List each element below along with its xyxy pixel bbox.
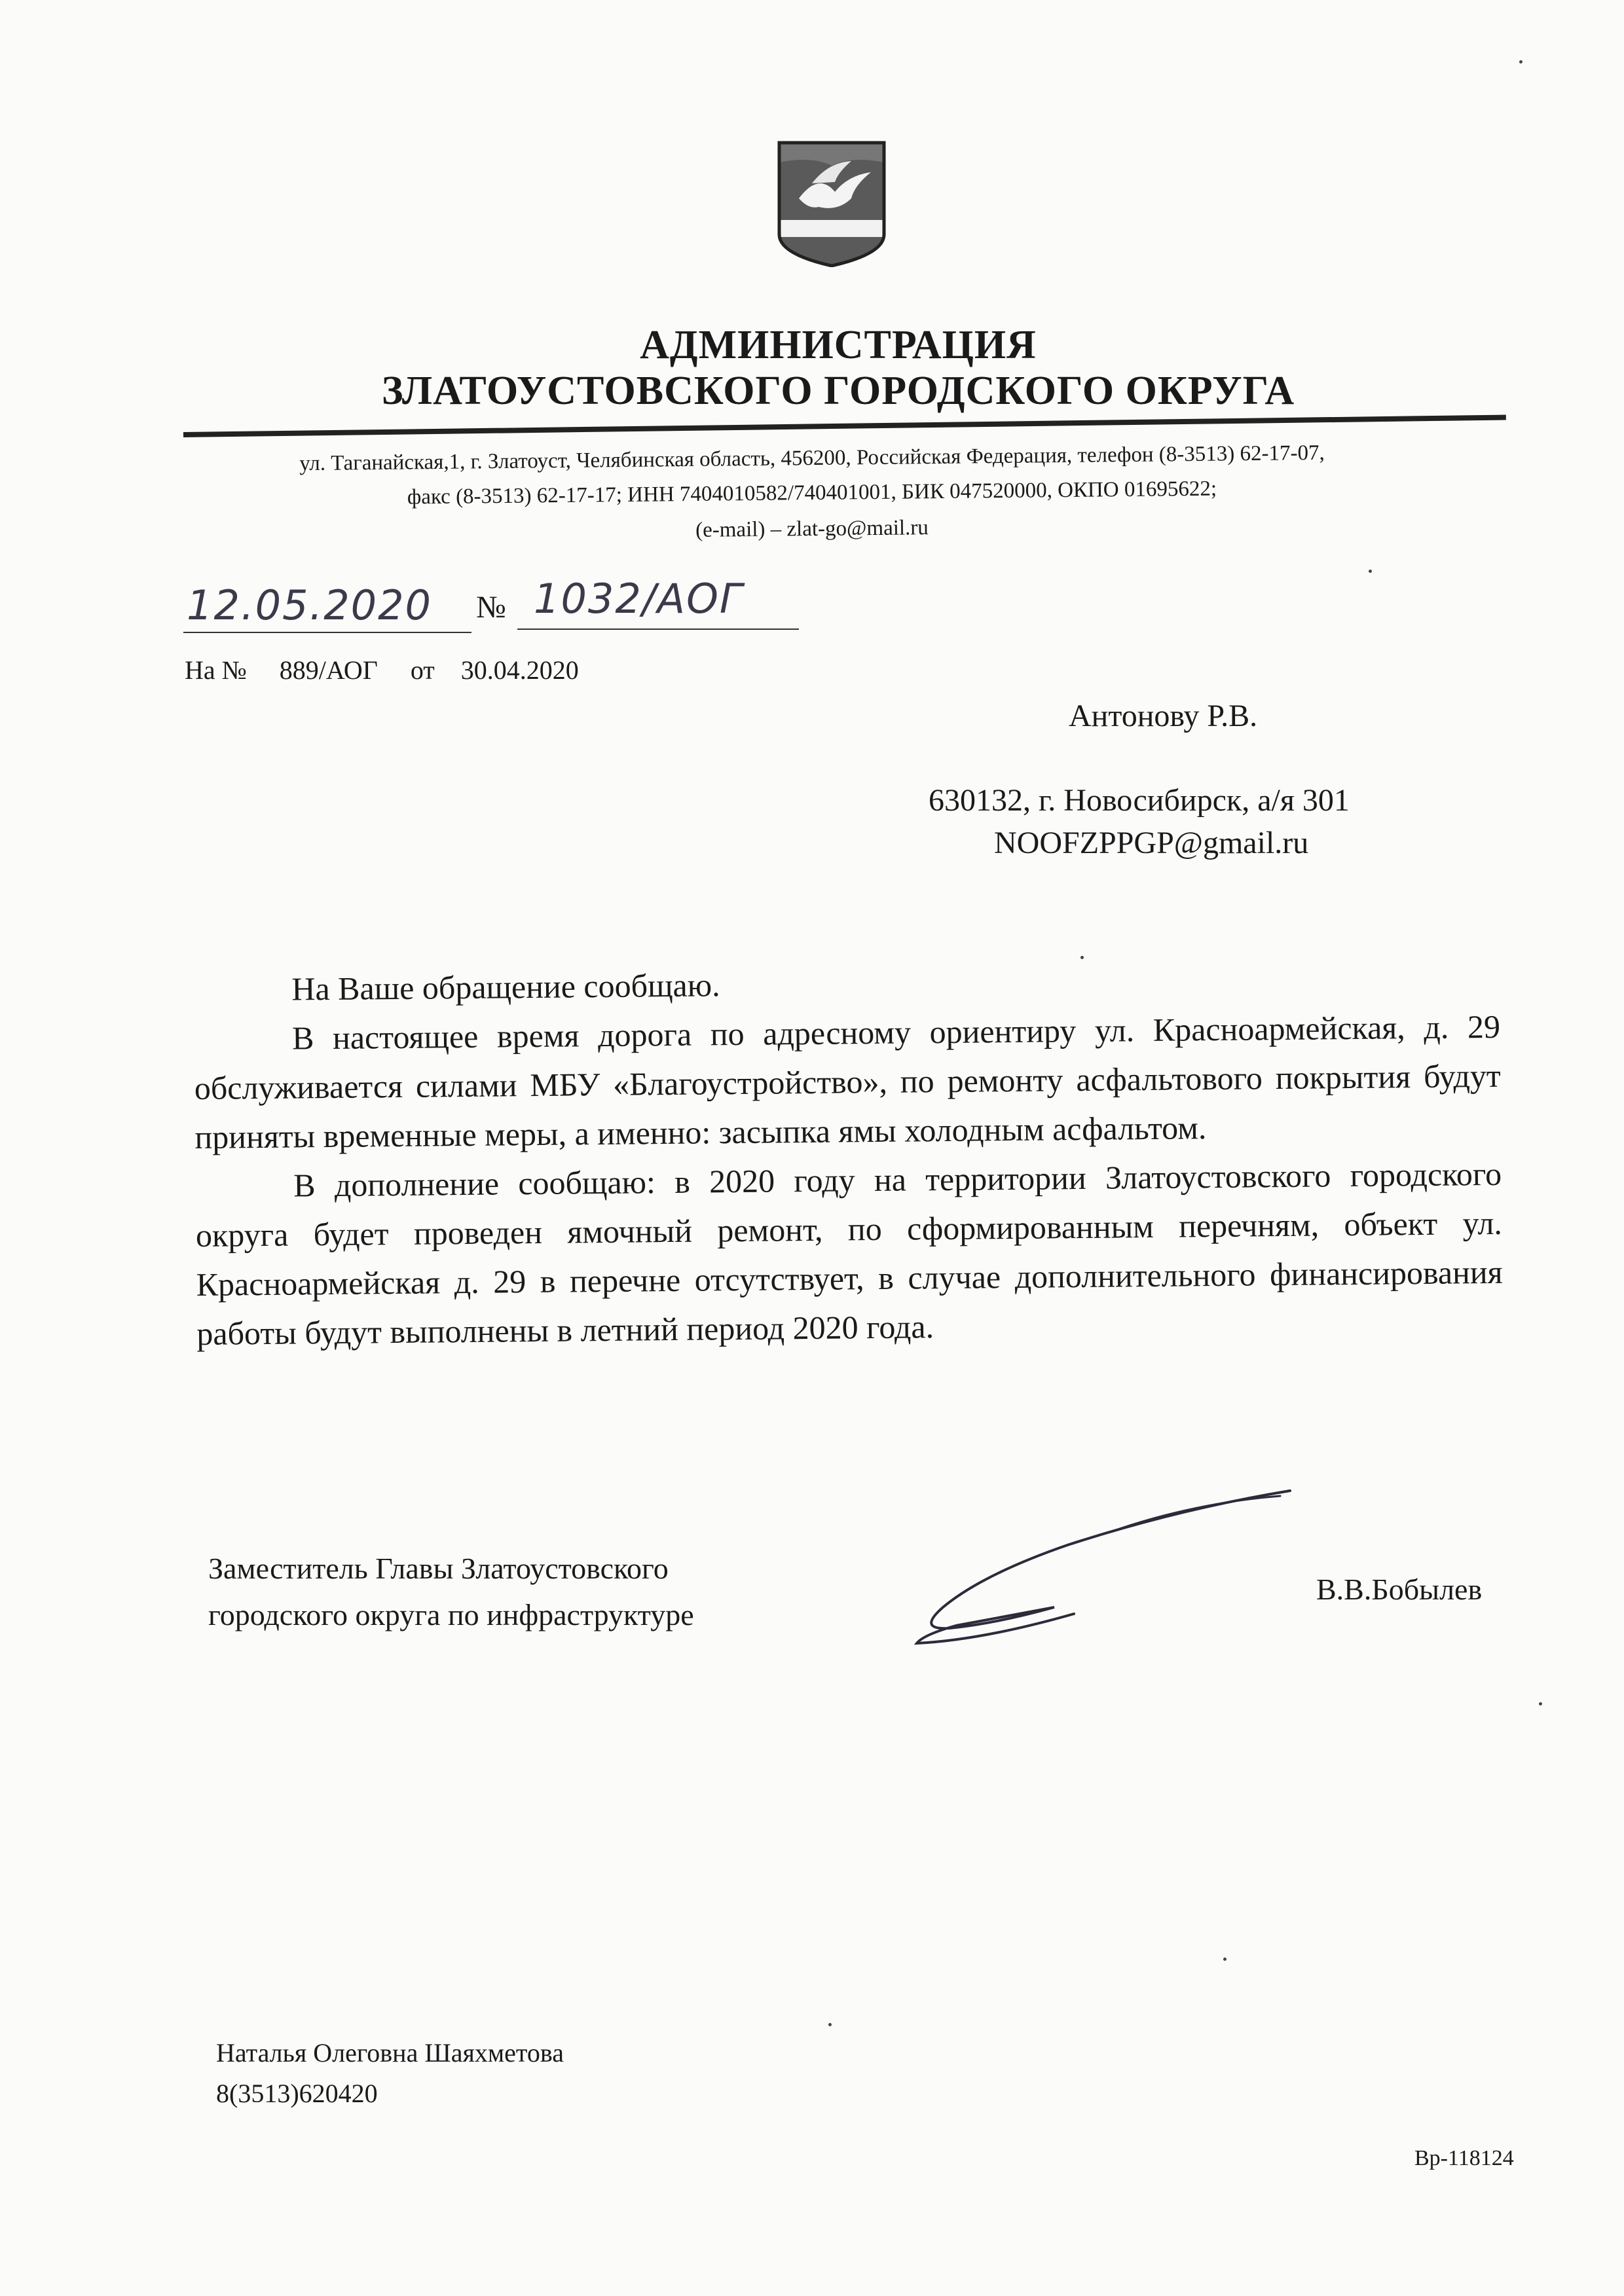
executor-name: Наталья Олеговна Шаяхметова — [216, 2038, 564, 2068]
date-underline — [183, 632, 471, 633]
incoming-reference: На № 889/АОГ от 30.04.2020 — [185, 655, 579, 685]
signer-position — [208, 1545, 694, 1639]
body-paragraph: На Ваше обращение сообщаю. — [291, 966, 720, 1008]
outgoing-number: 1032/АОГ — [534, 575, 744, 623]
signer-position-line1: Заместитель Главы Златоустовского — [208, 1552, 669, 1585]
addressee-name: Антонову Р.В. — [1069, 699, 1258, 733]
org-title-line1: АДМИНИСТРАЦИЯ — [640, 323, 1037, 367]
org-title-line2: ЗЛАТОУСТОВСКОГО ГОРОДСКОГО ОКРУГА — [381, 369, 1295, 413]
signer-position-line2: городского округа по инфраструктуре — [208, 1598, 694, 1632]
header-rule — [183, 415, 1506, 437]
body-paragraph: В дополнение сообщаю: в 2020 году на территории Златоустовского городского округа будет проведен ямочный ремонт, по сформированным перечням, объект ул. Красноармейская д. 29 в перечне отсутствует, в случае дополнительного финансирования работы будут выполнены в летний период 2020 года. — [195, 1155, 1503, 1352]
signer-name: В.В.Бобылев — [1316, 1573, 1483, 1606]
executor-phone: 8(3513)620420 — [216, 2079, 378, 2108]
handwritten-signature — [904, 1483, 1297, 1653]
scan-speck — [828, 2023, 832, 2026]
addressee-address: 630132, г. Новосибирск, а/я 301 — [929, 783, 1350, 818]
addressee-email: NOOFZPPGP@gmail.ru — [994, 826, 1309, 860]
outgoing-date: 12.05.2020 — [187, 581, 432, 629]
contact-email: (e-mail) – zlat-go@mail.ru — [695, 516, 929, 542]
executor-info — [216, 2033, 564, 2114]
coat-of-arms-icon — [773, 136, 891, 267]
scan-speck — [1539, 1702, 1542, 1705]
scan-speck — [1223, 1958, 1227, 1961]
scan-speck — [1080, 956, 1084, 959]
body-paragraph: В настоящее время дорога по адресному ориентиру ул. Красноармейская, д. 29 обслуживается силами МБУ «Благоустройство», по ремонту асфальтового покрытия будут приняты временные меры, а именно: засыпка ямы холодным асфальтом. — [194, 1008, 1501, 1156]
scan-speck — [1519, 60, 1522, 64]
contact-fax-inn: факс (8-3513) 62-17-17; ИНН 7404010582/740401001, БИК 047520000, ОКПО 01695622; — [407, 477, 1217, 509]
number-sign: № — [476, 590, 506, 625]
letter-body — [193, 953, 1504, 1358]
scan-speck — [1369, 570, 1372, 573]
document-code: Вр-118124 — [1414, 2146, 1514, 2170]
number-underline — [517, 629, 799, 630]
contact-address: ул. Таганайская,1, г. Златоуст, Челябинская область, 456200, Российская Федерация, телефон (8-3513) 62-17-07, — [299, 441, 1325, 476]
